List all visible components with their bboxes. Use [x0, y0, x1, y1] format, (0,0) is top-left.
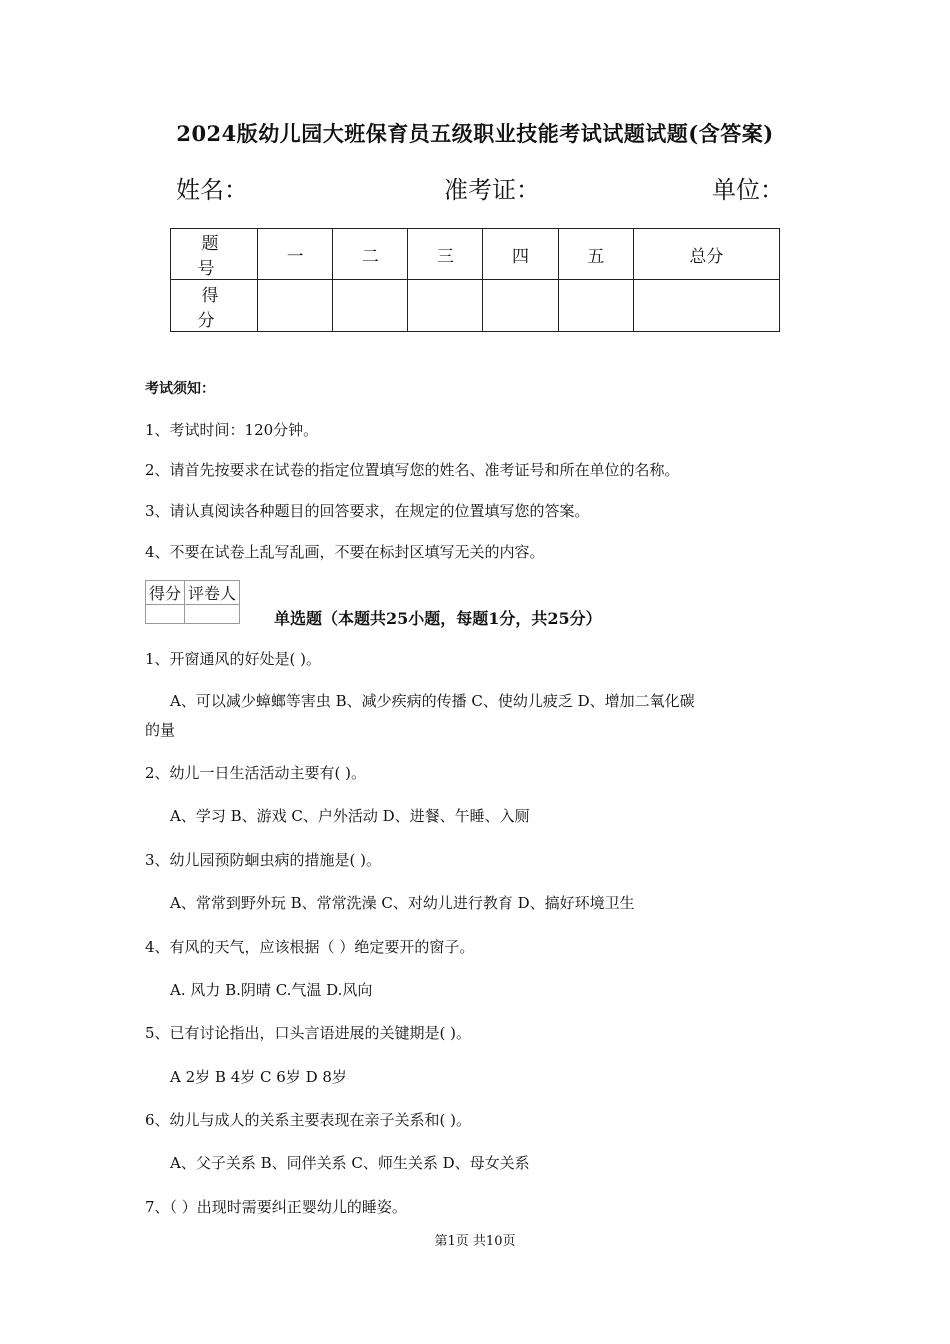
grader-name-label: 评卷人 — [185, 581, 240, 605]
grader-score-cell[interactable] — [146, 605, 185, 624]
score-row-label: 得 分 — [171, 280, 258, 332]
score-cell-5[interactable] — [558, 280, 633, 332]
score-header-3: 三 — [408, 229, 483, 280]
notice-heading: 考试须知： — [145, 381, 215, 397]
grader-name-cell[interactable] — [185, 605, 240, 624]
question-5: 5、已有讨论指出，口头言语进展的关键期是( )。 — [145, 1024, 472, 1042]
score-header-4: 四 — [483, 229, 558, 280]
score-cell-3[interactable] — [408, 280, 483, 332]
grader-score-label: 得分 — [146, 581, 185, 605]
grader-table — [145, 580, 240, 624]
question-1-options-cont: 的量 — [145, 721, 176, 739]
question-4: 4、有风的天气，应该根据（ ）绝定要开的窗子。 — [145, 938, 475, 956]
question-5-options: A 2岁 B 4岁 C 6岁 D 8岁 — [170, 1068, 347, 1086]
question-2-options: A、学习 B、游戏 C、户外活动 D、进餐、午睡、入厕 — [170, 807, 530, 825]
question-3-options: A、常常到野外玩 B、常常洗澡 C、对幼儿进行教育 D、搞好环境卫生 — [170, 894, 635, 912]
score-header-1: 一 — [258, 229, 333, 280]
question-6-options: A、父子关系 B、同伴关系 C、师生关系 D、母女关系 — [170, 1154, 530, 1172]
score-cell-1[interactable] — [258, 280, 333, 332]
section-title: 单选题（本题共25小题，每题1分，共25分） — [274, 609, 602, 628]
score-header-total: 总分 — [633, 229, 779, 280]
page-footer: 第1页 共10页 — [434, 1234, 516, 1249]
question-1-options: A、可以减少蟑螂等害虫 B、减少疾病的传播 C、使幼儿疲乏 D、增加二氧化碳 — [170, 692, 695, 710]
unit-field-label: 单位： — [712, 176, 784, 204]
score-cell-2[interactable] — [333, 280, 408, 332]
notice-item: 4、不要在试卷上乱写乱画，不要在标封区填写无关的内容。 — [145, 543, 545, 561]
question-7: 7、（ ）出现时需要纠正婴幼儿的睡姿。 — [145, 1198, 407, 1216]
name-field-label: 姓名： — [176, 176, 248, 204]
page-title: 2024版幼儿园大班保育员五级职业技能考试试题试题(含答案) — [176, 121, 774, 146]
score-cell-4[interactable] — [483, 280, 558, 332]
score-header-5: 五 — [558, 229, 633, 280]
score-table — [170, 228, 780, 332]
notice-item: 3、请认真阅读各种题目的回答要求，在规定的位置填写您的答案。 — [145, 502, 590, 520]
question-4-options: A. 风力 B.阴晴 C.气温 D.风向 — [170, 981, 373, 999]
question-6: 6、幼儿与成人的关系主要表现在亲子关系和( )。 — [145, 1111, 472, 1129]
score-header-label: 题 号 — [171, 229, 258, 280]
exam-number-field-label: 准考证： — [444, 176, 540, 204]
notice-item: 2、请首先按要求在试卷的指定位置填写您的姓名、准考证号和所在单位的名称。 — [145, 461, 680, 479]
score-cell-total[interactable] — [633, 280, 779, 332]
question-3: 3、幼儿园预防蛔虫病的措施是( )。 — [145, 851, 382, 869]
question-1: 1、开窗通风的好处是( )。 — [145, 650, 322, 668]
score-header-2: 二 — [333, 229, 408, 280]
notice-item: 1、考试时间：120分钟。 — [145, 421, 319, 439]
question-2: 2、幼儿一日生活活动主要有( )。 — [145, 764, 367, 782]
score-table-header-row — [171, 229, 780, 280]
score-table-score-row — [171, 280, 780, 332]
candidate-fields — [176, 170, 784, 204]
